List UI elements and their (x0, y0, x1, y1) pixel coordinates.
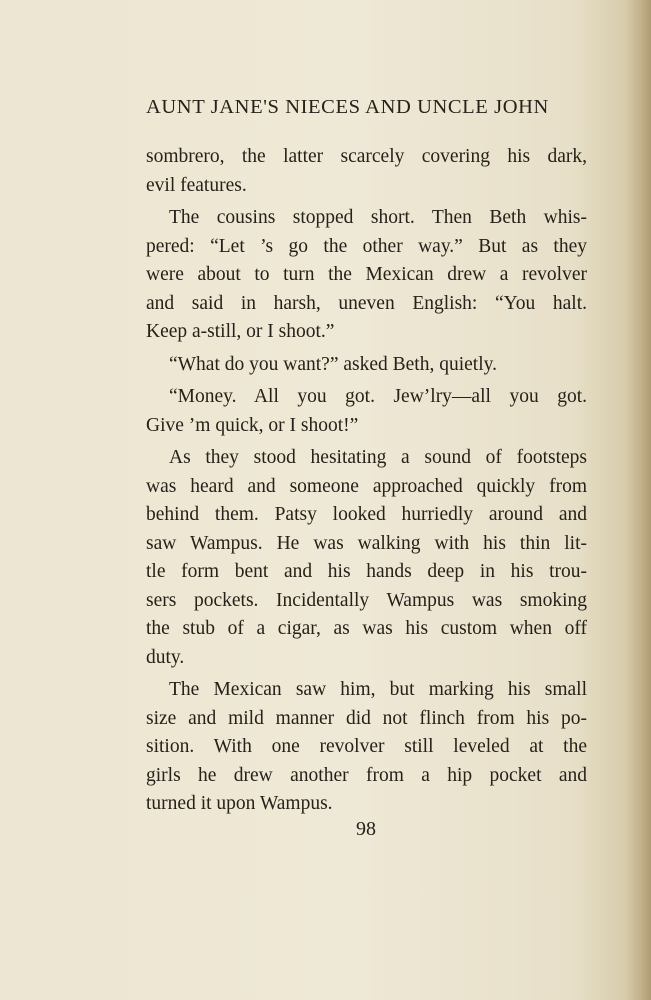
text-line: turned it upon Wampus. (146, 793, 333, 814)
text-line: saw Wampus. He was walking with his thin lit- (146, 532, 587, 554)
text-line: As they stood hesitating a sound of footsteps (169, 447, 587, 468)
text-line: duty. (146, 646, 185, 668)
text-line: sers pockets. Incidentally Wampus was smoking (146, 589, 587, 611)
text-line: pered: “Let ’s go the other way.” But as they (146, 235, 587, 257)
text-line: was heard and someone approached quickly from (146, 475, 587, 497)
text-line: The cousins stopped short. Then Beth whis- (169, 207, 587, 228)
body-text (146, 143, 587, 819)
text-line: Give ’m quick, or I shoot!” (146, 414, 359, 436)
text-line: were about to turn the Mexican drew a revolver (146, 264, 587, 285)
text-line: “What do you want?” asked Beth, quietly. (169, 353, 497, 375)
text-line: The Mexican saw him, but marking his small (169, 679, 587, 700)
text-line: evil features. (146, 174, 247, 196)
text-line: tle form bent and his hands deep in his trou- (146, 561, 587, 582)
running-head: AUNT JANE'S NIECES AND UNCLE JOHN (146, 96, 549, 118)
text-line: sombrero, the latter scarcely covering his dark, (146, 146, 587, 167)
text-line: “Money. All you got. Jew’lry—all you got. (169, 386, 587, 407)
text-line: the stub of a cigar, as was his custom when off (146, 618, 587, 639)
text-line: size and mild manner did not flinch from his po- (146, 707, 587, 729)
text-line: behind them. Patsy looked hurriedly around and (146, 504, 587, 525)
text-line: and said in harsh, uneven English: “You halt. (146, 292, 587, 314)
text-line: sition. With one revolver still leveled at the (146, 736, 587, 757)
text-line: Keep a-still, or I shoot.” (146, 321, 335, 342)
page-number: 98 (356, 818, 376, 840)
page-edge-shadow (625, 0, 651, 1000)
text-line: girls he drew another from a hip pocket and (146, 764, 587, 786)
